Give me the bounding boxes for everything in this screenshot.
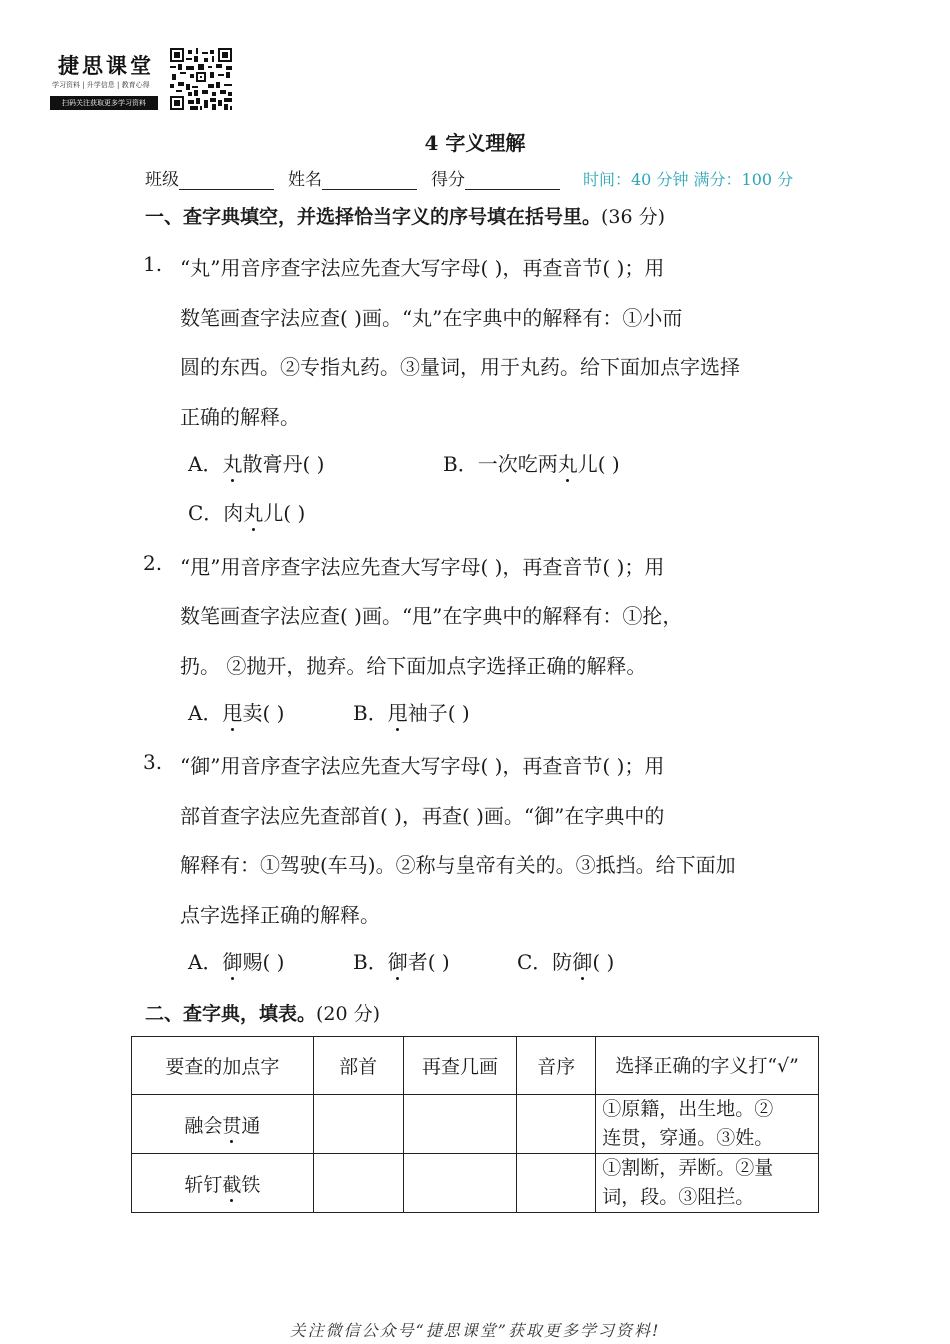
q3-option-a-dotted-char: 御 — [222, 946, 242, 975]
q2-option-b-suffix: 袖子( ) — [407, 701, 470, 725]
q2-number: 2. — [143, 551, 163, 575]
q1-option-c-prefix: C．肉 — [188, 501, 244, 525]
q3-option-b-prefix: B． — [353, 950, 388, 974]
section1-heading — [145, 202, 665, 229]
meaning-options-line: ①原籍，出生地。② — [602, 1098, 774, 1120]
class-label: 班级 — [145, 170, 179, 190]
strokes-answer-cell[interactable] — [403, 1095, 517, 1154]
name-label: 姓名 — [288, 170, 322, 190]
q3-number: 3. — [143, 750, 163, 774]
table-header-cell: 音序 — [517, 1037, 596, 1095]
section1-points: (36 分) — [601, 206, 666, 228]
q1-option-c-suffix: 儿( ) — [263, 501, 306, 525]
score-label: 得分 — [431, 170, 465, 190]
section1-title: 一、查字典填空，并选择恰当字义的序号填在括号里。 — [145, 206, 602, 228]
q1-option-b-suffix: 儿( ) — [577, 452, 620, 476]
q3-option-c-suffix: ( ) — [592, 950, 615, 974]
q1-number: 1. — [143, 252, 163, 276]
q3-line4: 点字选择正确的解释。 — [180, 903, 380, 927]
table-word-cell — [132, 1154, 314, 1213]
q2-option-a-prefix: A． — [188, 701, 223, 725]
q2-option-a[interactable] — [188, 697, 284, 726]
word-prefix: 融会 — [184, 1114, 223, 1137]
lookup-table — [131, 1036, 819, 1213]
page-title: 4 字义理解 — [424, 131, 526, 155]
word-suffix: 铁 — [241, 1173, 261, 1196]
strokes-answer-cell[interactable] — [403, 1154, 517, 1213]
footer-note: 关注微信公众号“捷思课堂”获取更多学习资料! — [289, 1321, 661, 1340]
q3-option-a-prefix: A． — [188, 950, 223, 974]
q1-line2: 数笔画查字法应查( )画。“丸”在字典中的解释有：①小而 — [180, 306, 683, 330]
meaning-options-line: ①割断，弄断。②量 — [602, 1157, 774, 1179]
q2-option-b-prefix: B． — [353, 701, 388, 725]
q1-option-a-prefix: A． — [188, 452, 223, 476]
radical-answer-cell[interactable] — [313, 1095, 403, 1154]
time-score-info: 时间：40 分钟 满分：100 分 — [583, 170, 794, 189]
q1-option-a-dotted-char: 丸 — [222, 448, 242, 477]
table-header-cell: 要查的加点字 — [132, 1037, 314, 1095]
q1-option-b-dotted-char: 丸 — [558, 448, 578, 477]
score-blank[interactable] — [465, 171, 560, 190]
q1-option-c-dotted-char: 丸 — [243, 497, 263, 526]
table-row — [132, 1095, 819, 1154]
word-dotted-char: 截 — [222, 1170, 241, 1197]
score-field[interactable] — [431, 165, 560, 190]
word-suffix: 通 — [241, 1114, 261, 1137]
section2-points: (20 分) — [316, 1003, 381, 1025]
q3-option-c-dotted-char: 御 — [572, 946, 592, 975]
table-header-cell: 部首 — [313, 1037, 403, 1095]
q2-option-a-dotted-char: 甩 — [222, 697, 242, 726]
radical-answer-cell[interactable] — [313, 1154, 403, 1213]
q1-option-b-prefix: B．一次吃两 — [443, 452, 558, 476]
class-field[interactable] — [145, 165, 274, 190]
q1-line3: 圆的东西。②专指丸药。③量词，用于丸药。给下面加点字选择 — [180, 355, 740, 379]
q2-option-b-dotted-char: 甩 — [388, 697, 408, 726]
q3-option-a-suffix: 赐( ) — [242, 950, 285, 974]
brand-slogan-bar: 扫码关注获取更多学习资料 — [50, 96, 158, 110]
brand-logo-text: 捷思课堂 — [58, 53, 154, 78]
table-row — [132, 1154, 819, 1213]
section2-title: 二、查字典，填表。 — [145, 1003, 317, 1025]
brand-tags: 学习资料 | 升学信息 | 教育心得 — [52, 81, 150, 89]
table-header-row — [132, 1037, 819, 1095]
q2-option-a-suffix: 卖( ) — [242, 701, 285, 725]
class-blank[interactable] — [179, 171, 274, 190]
qr-code-icon — [170, 48, 232, 110]
q1-option-a[interactable] — [188, 448, 324, 477]
name-blank[interactable] — [322, 171, 417, 190]
q3-option-c[interactable] — [517, 946, 614, 975]
q1-line4: 正确的解释。 — [180, 405, 300, 429]
name-field[interactable] — [288, 165, 417, 190]
meaning-options-cell[interactable] — [596, 1095, 819, 1154]
q3-line1: “御”用音序查字法应先查大写字母( )，再查音节( )；用 — [180, 754, 665, 778]
q1-option-c[interactable] — [188, 497, 305, 526]
q3-option-c-prefix: C．防 — [517, 950, 573, 974]
q2-line1: “甩”用音序查字法应先查大写字母( )，再查音节( )；用 — [180, 555, 665, 579]
q1-option-a-suffix: 散膏丹( ) — [242, 452, 325, 476]
phonetic-answer-cell[interactable] — [517, 1154, 596, 1213]
q3-line3: 解释有：①驾驶(车马)。②称与皇帝有关的。③抵挡。给下面加 — [180, 853, 736, 877]
q3-option-a[interactable] — [188, 946, 284, 975]
q3-option-b-dotted-char: 御 — [388, 946, 408, 975]
table-header-cell: 再查几画 — [403, 1037, 517, 1095]
meaning-options-line: 连贯，穿通。③姓。 — [602, 1127, 774, 1149]
word-prefix: 斩钉 — [184, 1173, 223, 1196]
table-header-cell: 选择正确的字义打“√” — [596, 1037, 819, 1095]
q1-option-b[interactable] — [443, 448, 620, 477]
q2-option-b[interactable] — [353, 697, 470, 726]
q3-line2: 部首查字法应先查部首( )，再查( )画。“御”在字典中的 — [180, 804, 665, 828]
section2-heading — [145, 999, 380, 1026]
meaning-options-line: 词，段。③阻拦。 — [602, 1186, 755, 1208]
q3-option-b-suffix: 者( ) — [407, 950, 450, 974]
q3-option-b[interactable] — [353, 946, 450, 975]
q1-line1: “丸”用音序查字法应先查大写字母( )，再查音节( )；用 — [180, 256, 665, 280]
q2-line2: 数笔画查字法应查( )画。“甩”在字典中的解释有：①抡， — [180, 604, 683, 628]
meaning-options-cell[interactable] — [596, 1154, 819, 1213]
table-word-cell — [132, 1095, 314, 1154]
word-dotted-char: 贯 — [222, 1111, 241, 1138]
q2-line3: 扔。 ②抛开，抛弃。给下面加点字选择正确的解释。 — [180, 654, 647, 678]
phonetic-answer-cell[interactable] — [517, 1095, 596, 1154]
